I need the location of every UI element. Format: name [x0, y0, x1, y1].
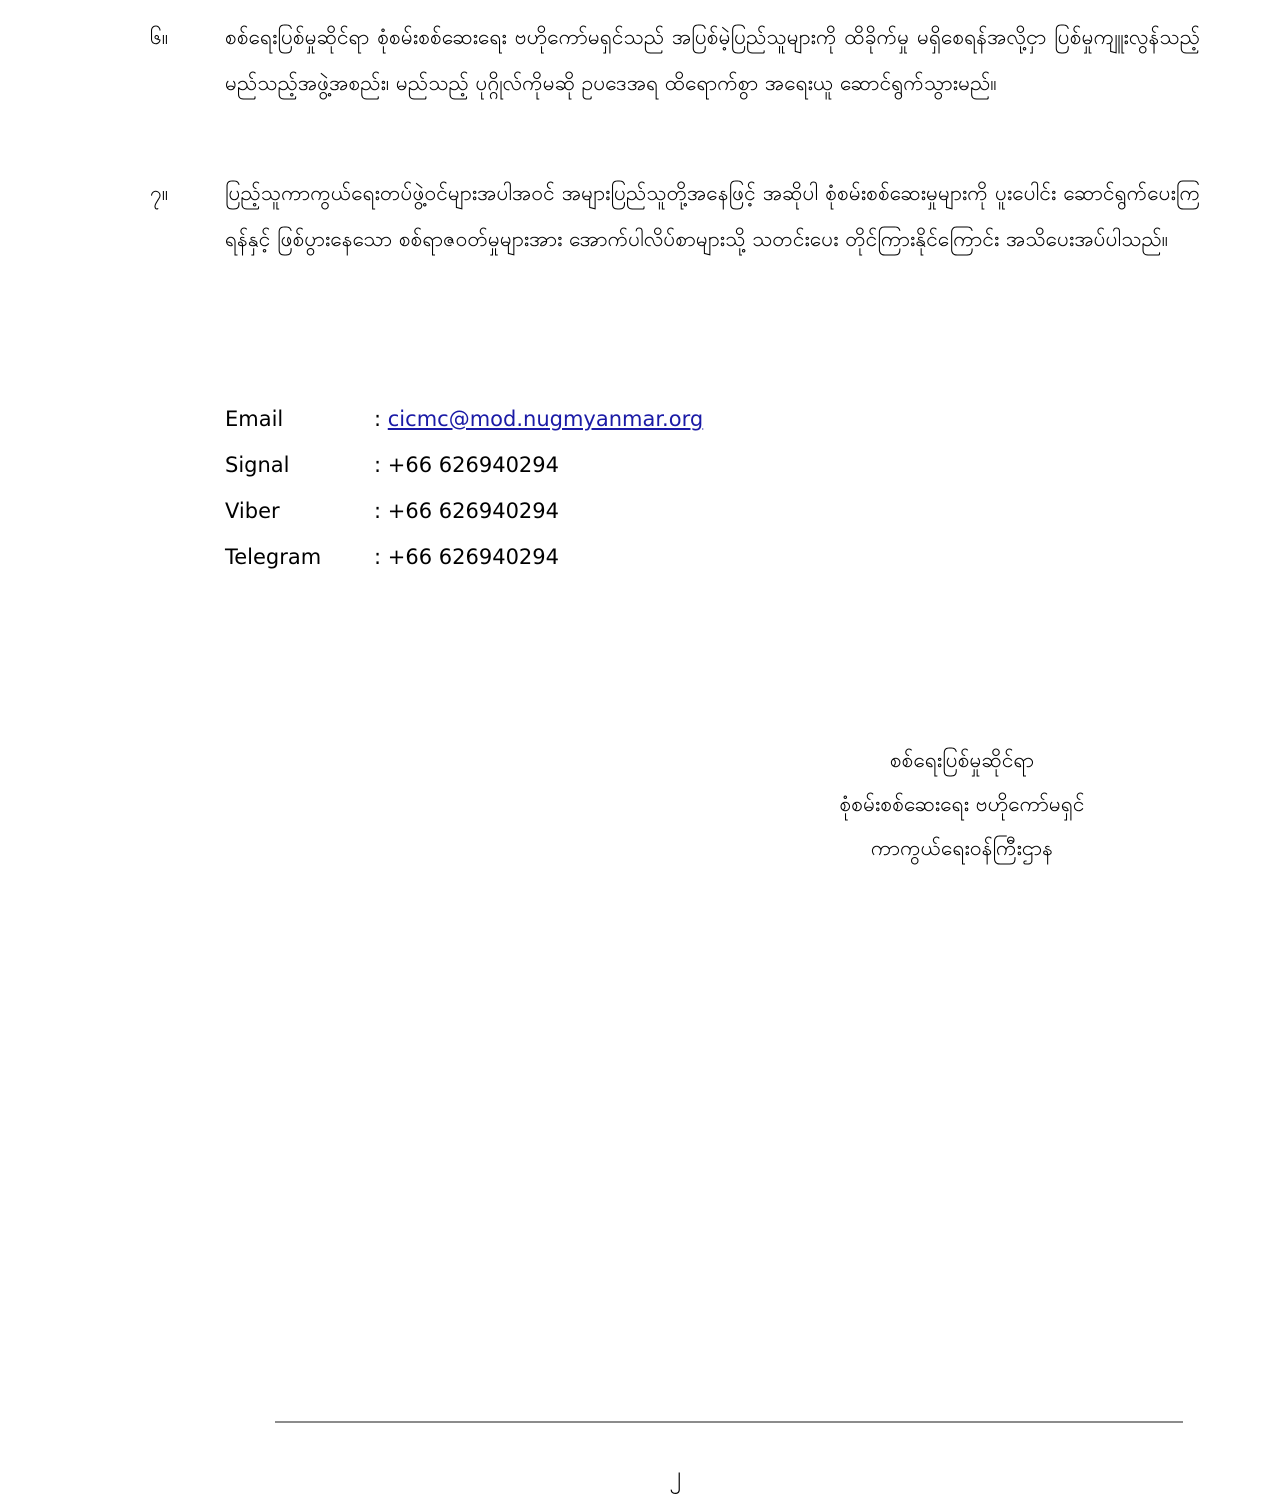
paragraph-text: စစ်ရေးပြစ်မှုဆိုင်ရာ စုံစမ်းစစ်ဆေးရေး ဗဟိုကော်မရှင်သည် အပြစ်မဲ့ပြည်သူများကို ထိခိုက်မှု မရှိစေရန်အလို့ငှာ ပြစ်မှုကျူးလွန်သည့် မည်သည့်အဖွဲ့အစည်း၊ မည်သည့် ပုဂ္ဂိုလ်ကိုမဆို ဥပဒေအရ ထိရောက်စွာ အရေးယူ ဆောင်ရွက်သွားမည်။ [225, 25, 1200, 95]
phone-number: +66 626940294 [387, 453, 560, 477]
separator: : [374, 499, 388, 523]
contact-value [374, 442, 559, 488]
email-link[interactable]: cicmc@mod.nugmyanmar.org [387, 407, 704, 431]
signature-line-3: ကာကွယ်ရေးဝန်ကြီးဌာန [870, 836, 1054, 860]
contact-value [374, 488, 559, 534]
separator: : [374, 407, 388, 431]
signature-line-2: စုံစမ်းစစ်ဆေးရေး ဗဟိုကော်မရှင် [839, 792, 1085, 816]
contact-value [374, 396, 703, 442]
contact-label: Email [225, 407, 284, 431]
contact-label: Viber [225, 499, 280, 523]
signature-block [760, 738, 1164, 870]
contact-label: Telegram [225, 545, 322, 569]
contact-value [374, 534, 559, 580]
separator: : [374, 545, 388, 569]
paragraph-number: ၇။ [150, 181, 169, 205]
footer-divider [275, 1421, 1183, 1423]
phone-number: +66 626940294 [387, 545, 560, 569]
phone-number: +66 626940294 [387, 499, 560, 523]
contact-label: Signal [225, 453, 290, 477]
separator: : [374, 453, 388, 477]
page-number: ၂ [669, 1461, 681, 1489]
signature-line-1: စစ်ရေးပြစ်မှုဆိုင်ရာ [889, 748, 1035, 772]
paragraph-number: ၆။ [150, 25, 169, 49]
paragraph-text: ပြည့်သူကာကွယ်ရေးတပ်ဖွဲ့ဝင်များအပါအဝင် အများပြည်သူတို့အနေဖြင့် အဆိုပါ စုံစမ်းစစ်ဆေးမှုများကို ပူးပေါင်း ဆောင်ရွက်ပေးကြရန်နှင့် ဖြစ်ပွားနေသော စစ်ရာဇဝတ်မှုများအား အောက်ပါလိပ်စာများသို့ သတင်းပေး တိုင်ကြားနိုင်ကြောင်း အသိပေးအပ်ပါသည်။ [225, 181, 1200, 251]
